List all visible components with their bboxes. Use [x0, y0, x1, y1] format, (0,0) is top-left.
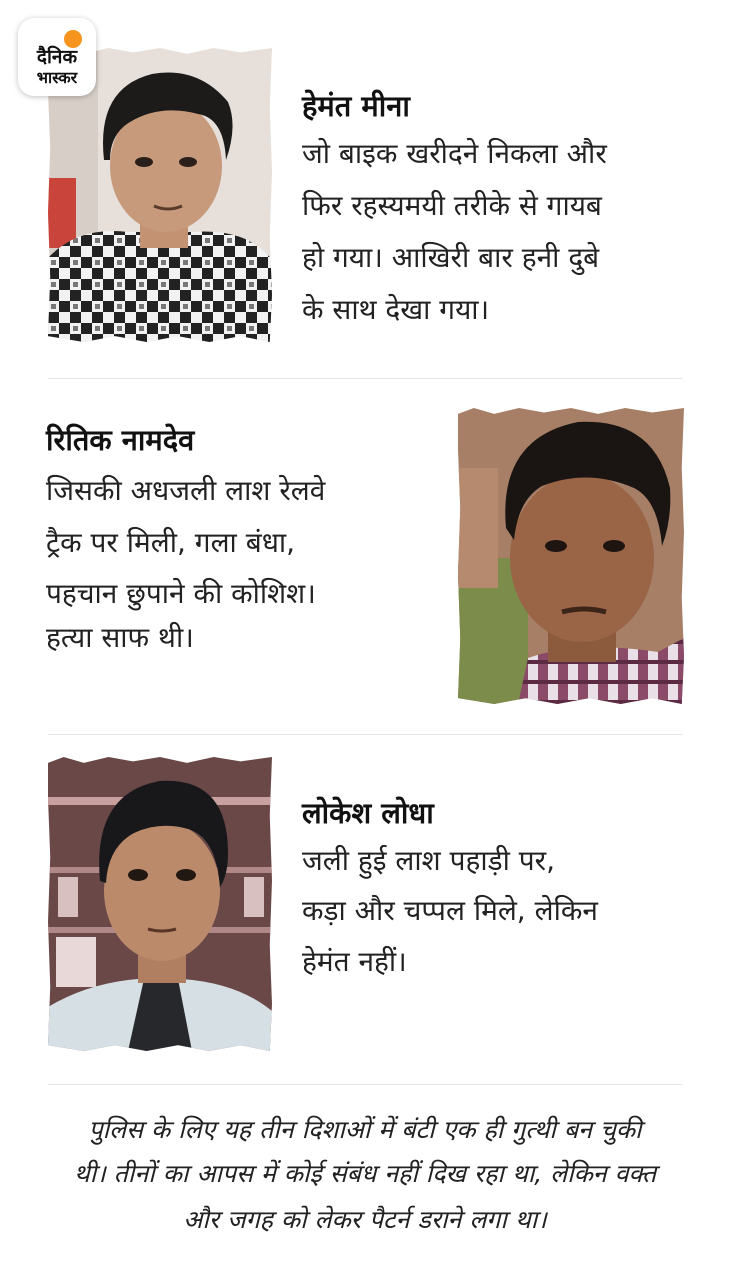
- divider: [48, 734, 682, 735]
- closing-text-line: और जगह को लेकर पैटर्न डराने लगा था।: [183, 1205, 547, 1234]
- profile-text-line: फिर रहस्यमयी तरीके से गायब: [302, 189, 602, 222]
- profile-text-line: पहचान छुपाने की कोशिश।: [46, 577, 316, 610]
- profile-text-line: हेमंत नहीं।: [302, 945, 407, 978]
- profile-text-line: जो बाइक खरीदने निकला और: [302, 137, 607, 170]
- profile-name: हेमंत मीना: [302, 89, 410, 123]
- dainik-bhaskar-logo: [18, 18, 96, 96]
- photo-lokesh-lodha: [48, 757, 272, 1051]
- divider: [48, 1084, 682, 1085]
- profile-text-line: कड़ा और चप्पल मिले, लेकिन: [302, 894, 598, 927]
- profile-name: लोकेश लोधा: [302, 796, 434, 830]
- profile-text-line: के साथ देखा गया।: [302, 293, 490, 326]
- logo-line2: भास्कर: [36, 68, 78, 87]
- profile-text-line: हो गया। आखिरी बार हनी दुबे: [302, 241, 600, 274]
- closing-text-line: पुलिस के लिए यह तीन दिशाओं में बंटी एक ही गुत्थी बन चुकी: [88, 1115, 642, 1144]
- profile-text-line: जिसकी अधजली लाश रेलवे: [46, 474, 326, 507]
- photo-ritik-namdev: [458, 408, 684, 704]
- profile-text-line: हत्या साफ थी।: [46, 621, 194, 654]
- profile-name: रितिक नामदेव: [46, 423, 195, 457]
- profile-text-line: ट्रैक पर मिली, गला बंधा,: [46, 526, 296, 559]
- profile-text-line: जली हुई लाश पहाड़ी पर,: [302, 844, 556, 877]
- logo-line1: दैनिक: [36, 46, 78, 68]
- divider: [48, 378, 682, 379]
- closing-text-line: थी। तीनों का आपस में कोई संबंध नहीं दिख रहा था, लेकिन वक्त: [73, 1159, 657, 1188]
